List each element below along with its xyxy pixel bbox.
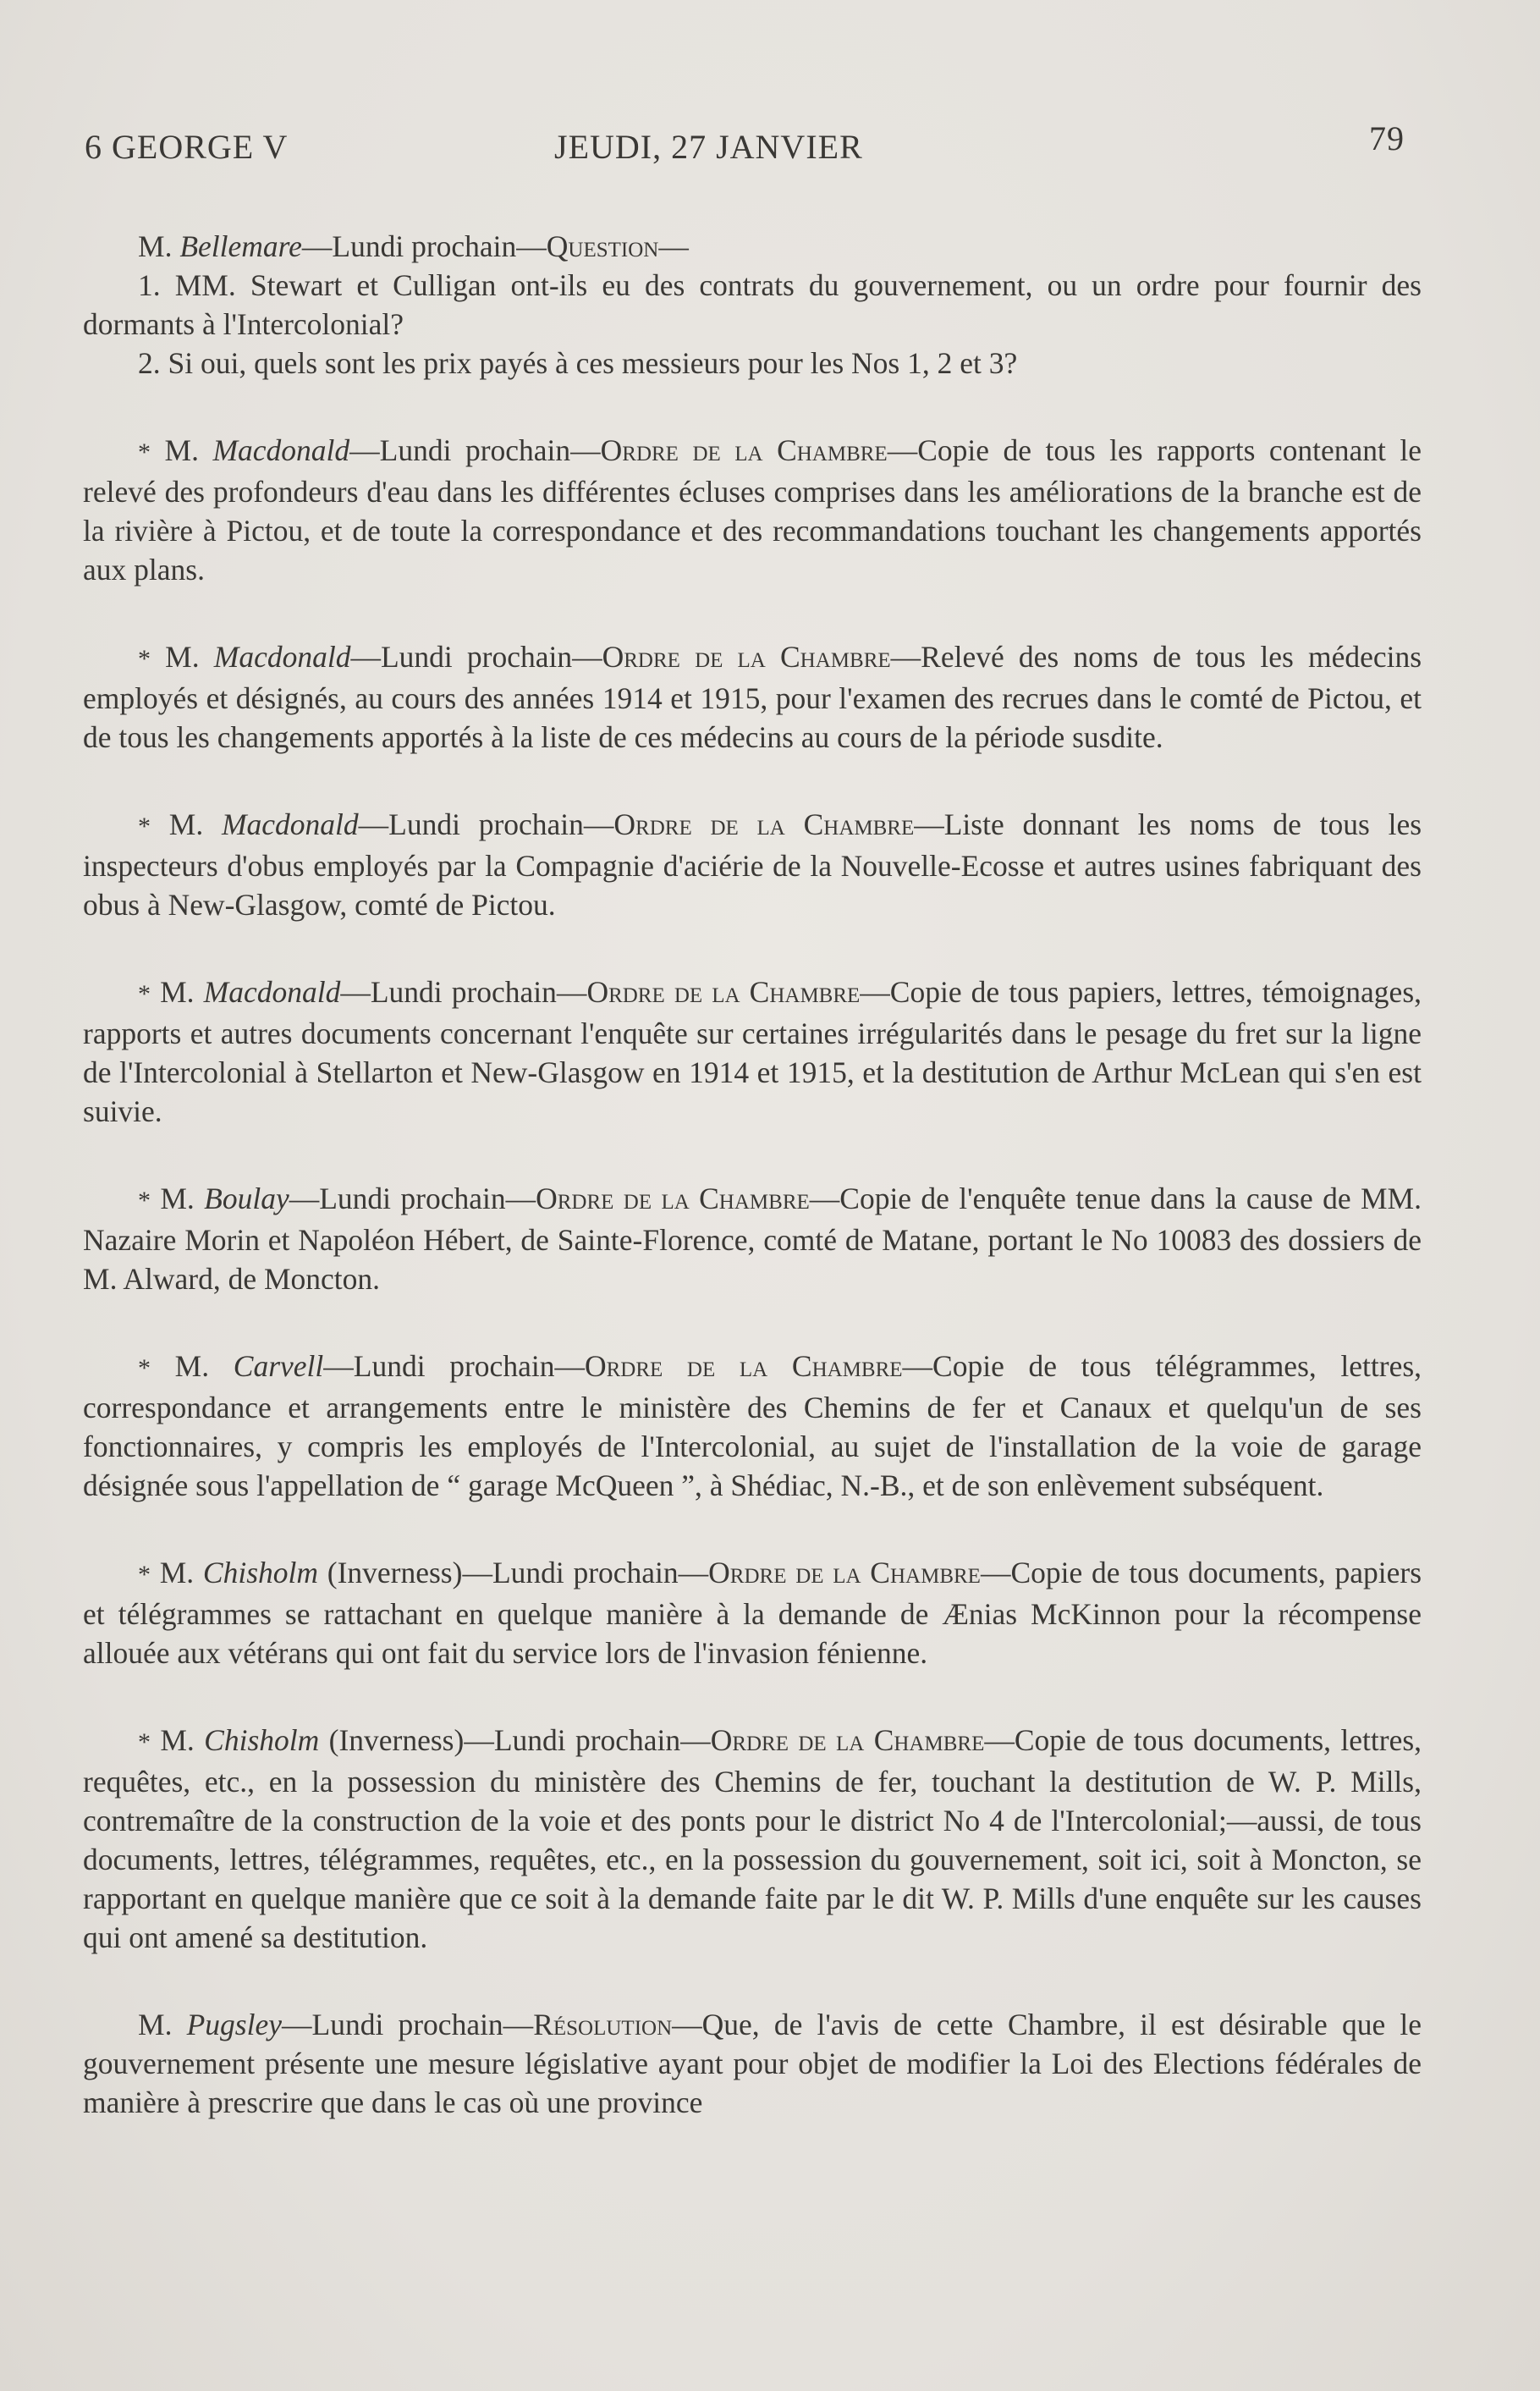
- header-date: JEUDI, 27 JANVIER: [554, 128, 863, 166]
- notice-entry: [83, 1347, 1422, 1505]
- notice-paragraph: [83, 1721, 1422, 1957]
- member-title: M.: [164, 433, 199, 467]
- notice-day: —Lundi prochain—: [350, 640, 602, 674]
- notice-paragraph: [83, 1347, 1422, 1505]
- notice-day: —Lundi prochain—: [464, 1723, 711, 1757]
- member-riding: (Inverness): [318, 1556, 463, 1589]
- notice-day: —Lundi prochain—: [358, 807, 614, 841]
- question-item: 1. MM. Stewart et Culligan ont-ils eu des contrats du gouvernement, ou un ordre pour fournir des dormants à l'Intercolonial?: [83, 268, 1422, 341]
- member-name: Pugsley: [186, 2008, 283, 2041]
- member-name: Macdonald: [213, 640, 351, 674]
- member-title: M.: [160, 1723, 195, 1757]
- notice-type: Ordre de la Chambre: [708, 1556, 981, 1589]
- notice-day: —Lundi prochain—: [301, 229, 547, 263]
- notice-dash: —: [809, 1182, 840, 1215]
- notice-type: Ordre de la Chambre: [536, 1182, 810, 1215]
- member-riding: (Inverness): [319, 1723, 465, 1757]
- notice-day: —Lundi prochain—: [289, 1182, 536, 1215]
- page-number: 79: [1369, 119, 1405, 157]
- member-name: Carvell: [233, 1349, 324, 1383]
- notice-day: —Lundi prochain—: [462, 1556, 709, 1589]
- member-name: Macdonald: [221, 807, 359, 841]
- notice-entry: [83, 805, 1422, 924]
- asterisk-marker: *: [138, 645, 151, 673]
- notice-type: Résolution: [533, 2008, 673, 2041]
- asterisk-marker: *: [138, 813, 151, 840]
- member-title: M.: [160, 1182, 195, 1215]
- notice-dash: —: [914, 807, 944, 841]
- notice-text: Copie de tous documents, papiers et télégrammes se rattachant en quelque manière à la demande de Ænias McKinnon pour la récompense allouée aux vétérans qui ont fait du service lors de l'invasion fénienne.: [83, 1556, 1422, 1670]
- member-title: M.: [165, 640, 200, 674]
- notice-text: Copie de tous papiers, lettres, témoignages, rapports et autres documents concernant l'enquête sur certaines irrégularités dans le pesage du fret sur la ligne de l'Intercolonial à Stellarton et New-Glasgow en 1914 et 1915, et la destitution de Arthur McLean qui s'en est suivie.: [83, 975, 1422, 1128]
- notice-paragraph: [83, 431, 1422, 589]
- notice-dash: —: [860, 975, 890, 1009]
- member-name: Chisholm: [202, 1556, 319, 1589]
- notice-dash: —: [902, 1349, 933, 1383]
- notice-entry: [83, 972, 1422, 1131]
- member-title: M.: [138, 229, 173, 263]
- member-name: Bellemare: [179, 229, 302, 263]
- notice-day: —Lundi prochain—: [323, 1349, 585, 1383]
- page-header: [85, 118, 1405, 169]
- asterisk-marker: *: [138, 980, 151, 1008]
- notice-day: —Lundi prochain—: [340, 975, 587, 1009]
- notice-type: Ordre de la Chambre: [584, 1349, 903, 1383]
- member-title: M.: [160, 975, 195, 1009]
- member-title: M.: [159, 1556, 195, 1589]
- notice-text: Liste donnant les noms de tous les inspecteurs d'obus employés par la Compagnie d'aciérie de la Nouvelle-Ecosse et autres usines fabriquant des obus à New-Glasgow, comté de Pictou.: [83, 807, 1422, 922]
- member-name: Macdonald: [203, 975, 341, 1009]
- notice-type: Ordre de la Chambre: [613, 807, 915, 841]
- notice-paragraph: [83, 1553, 1422, 1672]
- notice-text: Que, de l'avis de cette Chambre, il est désirable que le gouvernement présente une mesure législative ayant pour objet de modifier la Loi des Elections fédérales de manière à prescrire que dans le cas où une province: [83, 2008, 1422, 2119]
- notice-dash: —: [672, 2008, 702, 2041]
- notice-dash: —: [658, 229, 689, 263]
- asterisk-marker: *: [138, 1728, 151, 1756]
- notice-entry: [83, 227, 1422, 383]
- notice-type: Ordre de la Chambre: [602, 640, 891, 674]
- member-name: Boulay: [204, 1182, 289, 1215]
- member-title: M.: [174, 1349, 210, 1383]
- notice-type: Ordre de la Chambre: [710, 1723, 985, 1757]
- notice-dash: —: [980, 1556, 1011, 1589]
- member-title: M.: [168, 807, 204, 841]
- notice-dash: —: [887, 433, 918, 467]
- notice-entry: [83, 1553, 1422, 1672]
- notice-entry: [83, 1179, 1422, 1298]
- notice-text: Copie de l'enquête tenue dans la cause de MM. Nazaire Morin et Napoléon Hébert, de Sainte-Florence, comté de Matane, portant le No 10083 des dossiers de M. Alward, de Moncton.: [83, 1182, 1422, 1296]
- notice-text: Relevé des noms de tous les médecins employés et désignés, au cours des années 1914 et 1915, pour l'examen des recrues dans le comté de Pictou, et de tous les changements apportés à la liste de ces médecins au cours de la période susdite.: [83, 640, 1422, 754]
- notice-entry: [83, 1721, 1422, 1957]
- notice-day: —Lundi prochain—: [282, 2008, 534, 2041]
- member-title: M.: [138, 2008, 173, 2041]
- asterisk-marker: *: [138, 1561, 151, 1589]
- notice-text: Copie de tous documents, lettres, requêtes, etc., en la possession du ministère des Chemins de fer, touchant la destitution de W. P. Mills, contremaître de la construction de la voie et des ponts pour le district No 4 de l'Intercolonial;—aussi, de tous documents, lettres, télégrammes, requêtes, etc., en la possession du gouvernement, soit ici, soit à Moncton, se rapportant en quelque manière que ce soit à la demande faite par le dit W. P. Mills d'une enquête sur les causes qui ont amené sa destitution.: [83, 1723, 1422, 1954]
- notice-dash: —: [890, 640, 921, 674]
- notice-type: Ordre de la Chambre: [586, 975, 861, 1009]
- notice-paragraph: [83, 1179, 1422, 1298]
- asterisk-marker: *: [138, 1187, 151, 1215]
- notice-entry: [83, 431, 1422, 589]
- notice-paragraph: [83, 227, 1422, 266]
- notice-type: Ordre de la Chambre: [600, 433, 888, 467]
- notice-text: Copie de tous télégrammes, lettres, correspondance et arrangements entre le ministère des Chemins de fer et Canaux et quelqu'un de ses fonctionnaires, y compris les employés de l'Intercolonial, au sujet de l'installation de la voie de garage désignée sous l'appellation de “ garage McQueen ”, à Shédiac, N.-B., et de son enlèvement subséquent.: [83, 1349, 1422, 1502]
- asterisk-marker: *: [138, 1354, 151, 1382]
- notice-paragraph: [83, 805, 1422, 924]
- question-item: 2. Si oui, quels sont les prix payés à ces messieurs pour les Nos 1, 2 et 3?: [138, 346, 1018, 380]
- notice-paragraph: [83, 637, 1422, 757]
- member-name: Chisholm: [204, 1723, 320, 1757]
- notice-type: Question: [546, 229, 659, 263]
- notice-entry: [83, 2005, 1422, 2122]
- journal-body: [83, 227, 1422, 2170]
- member-name: Macdonald: [212, 433, 350, 467]
- notice-day: —Lundi prochain—: [349, 433, 601, 467]
- notice-text: Copie de tous les rapports contenant le relevé des profondeurs d'eau dans les différentes écluses comprises dans les améliorations de la branche est de la rivière à Pictou, et de toute la correspondance et des recommandations touchant les changements apportés aux plans.: [83, 433, 1422, 587]
- header-regnal-year: 6 GEORGE V: [85, 128, 289, 166]
- asterisk-marker: *: [138, 438, 151, 466]
- notice-paragraph: [83, 972, 1422, 1131]
- notice-dash: —: [984, 1723, 1015, 1757]
- notice-entry: [83, 637, 1422, 757]
- notice-paragraph: [83, 2005, 1422, 2122]
